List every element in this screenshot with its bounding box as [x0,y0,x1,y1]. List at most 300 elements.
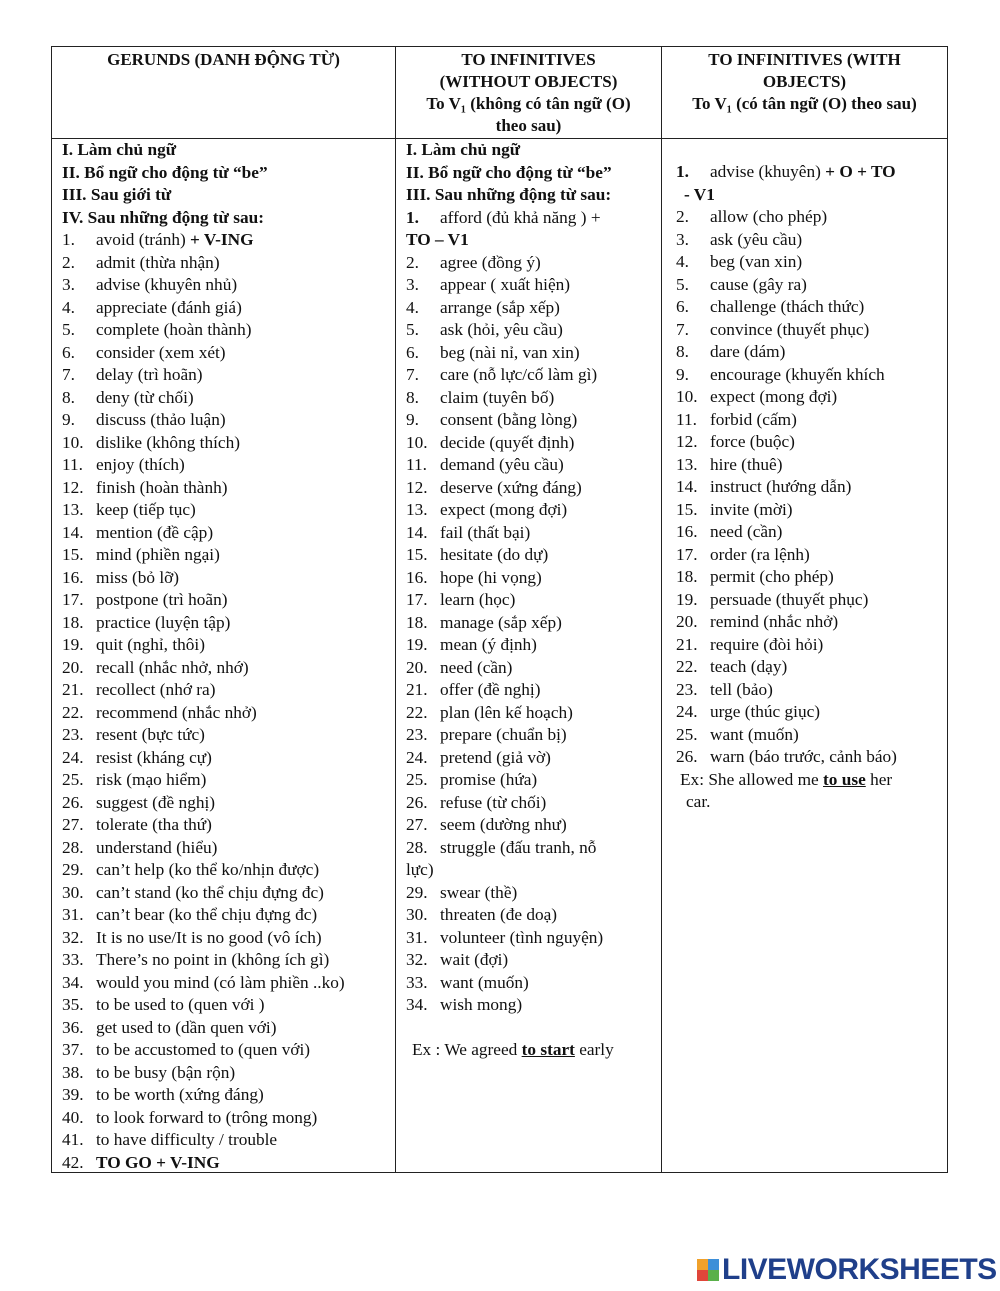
list-item [676,364,947,387]
liveworksheets-logo [697,1255,997,1285]
item-text: appreciate (đánh giá) [96,297,242,317]
item-text: ask (hỏi, yêu cầu) [440,320,563,339]
item-text: teach (dạy) [710,657,788,676]
item-text: can’t bear (ko thể chịu đựng đc) [96,905,318,924]
list-item [62,882,395,905]
item-number: 9. [676,364,689,384]
item-number: 8. [406,387,419,407]
item-number: 26. [62,792,84,812]
item-text: care (nỗ lực/cố làm gì) [440,365,598,384]
item-number: 35. [62,995,84,1014]
list-item [62,702,395,725]
gerunds-column [52,47,396,1172]
list-item [406,747,661,770]
gerunds-body [52,139,395,1174]
item-text: permit (cho phép) [710,567,834,586]
item-number: 12. [406,477,428,497]
item-text: to have difficulty / trouble [96,1130,278,1149]
list-item [676,611,947,634]
item-text: challenge (thách thức) [710,297,865,316]
item-number: 16. [406,567,428,587]
example-text: her [865,769,893,789]
item-number: 19. [676,589,698,609]
item-number: 33. [406,972,428,992]
list-item [406,882,661,905]
to-inf-no-object-body [396,139,661,1061]
list-item [62,747,395,770]
example-keyword: to use [823,769,866,789]
item-number: 4. [406,297,419,317]
item-text: finish (hoàn thành) [96,477,228,497]
example-sentence [676,769,947,792]
list-item [406,814,661,837]
list-item [406,544,661,567]
item-text: can’t stand (ko thể chịu đựng đc) [96,882,324,902]
item-text: persuade (thuyết phục) [710,589,869,609]
list-item [62,994,395,1017]
list-item [406,567,661,590]
item-continuation: lực) [406,860,434,879]
list-item [62,297,395,320]
item-text: understand (hiểu) [96,837,218,857]
list-item [676,701,947,724]
list-item [676,229,947,252]
item-number: 13. [406,500,428,519]
item-text: mean (ý định) [440,635,537,654]
list-item [62,499,395,522]
item-number: 34. [406,995,428,1014]
list-item [406,387,661,410]
example-text: early [574,1039,614,1059]
item-number: 8. [62,387,75,407]
item-text: tolerate (tha thứ) [96,815,212,834]
item-text: recall (nhắc nhở, nhớ) [96,657,249,677]
list-item [676,724,947,747]
list-item [62,724,395,747]
list-item [62,477,395,500]
item-number: 20. [62,657,84,677]
list-item [676,161,947,184]
to-inf-with-object-column [662,47,947,1172]
item-number: 9. [62,410,75,429]
item-number: 27. [406,815,428,834]
item-number: 15. [676,499,698,519]
item-text: mention (đề cập) [96,522,214,542]
list-item [676,521,947,544]
item-number: 4. [676,252,689,271]
list-item [406,342,661,365]
item-text: seem (dường như) [440,815,567,834]
item-text: arrange (sắp xếp) [440,297,560,317]
item-continuation: TO – V1 [406,230,469,249]
item-number: 23. [676,679,698,699]
list-item [62,432,395,455]
item-number: 30. [62,882,84,902]
item-text: recommend (nhắc nhở) [96,702,257,722]
rule: III. Sau những động từ sau: [406,185,612,204]
gerunds-rule: III. Sau giới từ [62,185,172,204]
item-text: want (muốn) [440,972,529,992]
list-item [676,634,947,657]
list-item [62,454,395,477]
item-number: 20. [676,612,698,631]
item-number: 17. [676,544,698,564]
list-item [62,1107,395,1130]
item-text: suggest (đề nghị) [96,792,216,812]
item-pattern: + V-ING [185,230,254,249]
item-text: force (buộc) [710,432,795,451]
item-number: 21. [62,680,84,699]
item-text: practice (luyện tập) [96,612,231,632]
item-number: 11. [62,455,83,474]
item-text: enjoy (thích) [96,455,185,474]
item-text: recollect (nhớ ra) [96,680,216,699]
list-item [406,634,661,657]
list-item [62,589,395,612]
item-pattern: + O + TO [820,162,896,181]
item-text: decide (quyết định) [440,432,575,452]
list-item [406,432,661,455]
item-text: refuse (từ chối) [440,792,547,812]
item-number: 1. [62,230,75,249]
item-text: urge (thúc giục) [710,702,821,721]
item-number: 15. [62,545,84,564]
item-text: hesitate (do dự) [440,545,549,564]
header-line: theo sau) [495,116,562,135]
item-number: 3. [62,275,75,294]
item-text: to be busy (bận rộn) [96,1062,236,1082]
rule: II. Bổ ngữ cho động từ “be” [406,162,612,182]
item-number: 5. [406,320,419,339]
item-text: wish mong) [440,995,523,1014]
item-text: convince (thuyết phục) [710,319,870,339]
list-item [406,949,661,972]
item-text: mind (phiền ngại) [96,545,220,564]
item-text: resist (kháng cự) [96,747,212,767]
item-number: 22. [62,702,84,722]
item-number: 6. [62,342,75,362]
item-text: pretend (giả vờ) [440,747,551,767]
header-line: TO INFINITIVES (WITH [708,50,901,69]
item-number: 29. [406,882,428,902]
item-text: dislike (không thích) [96,432,240,452]
item-text: resent (bực tức) [96,725,205,744]
item-number: 19. [406,635,428,654]
list-item [676,409,947,432]
item-number: 32. [62,927,84,947]
list-item [406,927,661,950]
list-item [406,792,661,815]
grammar-table [51,46,948,1173]
item-text: hire (thuê) [710,454,783,474]
item-number: 7. [406,365,419,384]
item-number: 25. [406,770,428,789]
item-text: invite (mời) [710,499,793,519]
item-number: 19. [62,635,84,654]
item-text: afford (đủ khả năng ) + [440,207,601,227]
example-keyword: to start [521,1039,575,1059]
list-item [406,994,661,1017]
list-item [676,589,947,612]
item-number: 16. [62,567,84,587]
item-number: 14. [406,522,428,542]
item-number: 24. [406,747,428,767]
item-text: delay (trì hoãn) [96,365,203,384]
item-number: 37. [62,1040,84,1059]
item-number: 6. [676,297,689,316]
item-number: 9. [406,410,419,429]
item-number: 3. [406,275,419,294]
list-item [62,927,395,950]
list-item [62,364,395,387]
item-text: deserve (xứng đáng) [440,477,582,497]
item-text: dare (dám) [710,342,786,361]
item-text: beg (van xin) [710,252,803,271]
item-number: 12. [62,477,84,497]
list-item [62,229,395,252]
header-line: (WITHOUT OBJECTS) [439,72,618,91]
item-number: 18. [62,612,84,632]
item-number: 27. [62,815,84,834]
item-number: 10. [62,432,84,452]
item-number: 21. [676,634,698,654]
list-item [62,1017,395,1040]
list-item [62,319,395,342]
list-item [62,814,395,837]
item-number: 26. [406,792,428,812]
item-number: 22. [406,702,428,722]
item-number: 31. [406,927,428,947]
header-line: TO INFINITIVES [461,50,596,69]
list-item [676,274,947,297]
list-item [676,499,947,522]
item-text: to be worth (xứng đáng) [96,1085,264,1104]
item-number: 40. [62,1107,84,1127]
item-number: 24. [676,702,698,721]
list-item [62,1039,395,1062]
item-number: 16. [676,522,698,541]
list-item [676,746,947,769]
list-item [676,296,947,319]
to-inf-with-object-body [662,139,947,814]
header-line: OBJECTS) [762,72,847,91]
item-text: get used to (dần quen với) [96,1017,277,1037]
item-number: 20. [406,657,428,677]
item-text: advise (khuyên nhủ) [96,275,238,294]
list-item [62,612,395,635]
item-number: 33. [62,950,84,969]
item-number: 10. [406,432,428,452]
item-text: promise (hứa) [440,770,538,789]
list-item [406,252,661,275]
list-item [62,657,395,680]
item-text: consider (xem xét) [96,342,226,362]
list-item [676,206,947,229]
list-item [676,656,947,679]
item-text: volunteer (tình nguyện) [440,927,604,947]
item-text: appear ( xuất hiện) [440,275,571,294]
item-text: offer (đề nghị) [440,680,541,699]
item-number: 12. [676,432,698,451]
item-number: 6. [406,342,419,362]
item-text: require (đòi hỏi) [710,634,824,654]
item-number: 25. [676,724,698,744]
list-item [406,499,661,522]
example-text: Ex: She allowed me [680,769,824,789]
item-number: 1. [676,162,689,181]
brand-name: LIVEWORKSHEETS [722,1253,997,1286]
list-item [406,319,661,342]
example-sentence-continuation: car. [686,792,711,811]
item-text: need (cần) [710,522,783,541]
list-item [406,409,661,432]
rule: I. Làm chủ ngữ [406,140,521,159]
item-text: tell (bảo) [710,679,773,699]
list-item [62,1062,395,1085]
item-text: instruct (hướng dẫn) [710,477,852,496]
item-text: remind (nhắc nhở) [710,612,839,631]
item-number: 13. [62,500,84,519]
list-item [676,386,947,409]
list-item [62,1129,395,1152]
list-item [676,431,947,454]
item-text: can’t help (ko thể ko/nhịn được) [96,860,320,879]
item-number: 13. [676,454,698,474]
item-text: consent (bằng lòng) [440,410,578,429]
item-number: 30. [406,905,428,924]
list-item [406,972,661,995]
gerunds-rule: I. Làm chủ ngữ [62,140,177,159]
item-text: miss (bỏ lỡ) [96,567,180,587]
list-item [62,679,395,702]
list-item [406,904,661,927]
item-text: manage (sắp xếp) [440,612,562,632]
item-text: warn (báo trước, cảnh báo) [710,747,897,766]
item-text: cause (gây ra) [710,274,807,294]
item-text: deny (từ chối) [96,387,194,407]
item-text: need (cần) [440,657,513,677]
to-inf-no-object-header [396,47,661,139]
list-item [406,702,661,725]
item-number: 2. [676,207,689,226]
gerunds-header [52,47,395,139]
item-text: discuss (thảo luận) [96,410,226,429]
item-number: 39. [62,1085,84,1104]
item-number: 28. [62,837,84,857]
item-text: keep (tiếp tục) [96,500,196,519]
gerunds-header-title: GERUNDS (DANH ĐỘNG TỪ) [107,50,340,69]
list-item [62,409,395,432]
list-item [62,544,395,567]
item-text: swear (thề) [440,882,518,902]
list-item [406,589,661,612]
item-text: prepare (chuẩn bị) [440,725,567,744]
item-text: expect (mong đợi) [440,500,568,519]
list-item [676,341,947,364]
item-number: 5. [62,320,75,339]
item-number: 25. [62,770,84,789]
item-text: hope (hi vọng) [440,567,542,587]
item-text: demand (yêu cầu) [440,455,564,474]
item-number: 23. [62,725,84,744]
item-number: 26. [676,747,698,766]
list-item [406,522,661,545]
item-text: threaten (đe doạ) [440,905,558,924]
list-item [62,904,395,927]
item-number: 42. [62,1152,84,1172]
list-item [62,387,395,410]
item-number: 31. [62,905,84,924]
to-inf-with-object-header [662,47,947,139]
item-text: to be accustomed to (quen với) [96,1040,311,1059]
list-item [676,544,947,567]
example-text: Ex : We agreed [412,1039,522,1059]
item-text: It is no use/It is no good (vô ích) [96,927,322,947]
item-number: 2. [62,252,75,272]
item-number: 15. [406,545,428,564]
item-word: advise (khuyên) [710,162,821,181]
to-inf-no-object-column [396,47,662,1172]
gerunds-rule: IV. Sau những động từ sau: [62,207,264,227]
list-item [406,364,661,387]
list-item [62,792,395,815]
item-text: plan (lên kế hoạch) [440,702,573,722]
item-number: 22. [676,657,698,676]
list-item [676,251,947,274]
item-text: beg (nài nỉ, van xin) [440,342,580,362]
item-number: 38. [62,1062,84,1082]
item-number: 21. [406,680,428,699]
item-number: 14. [676,477,698,496]
item-number: 36. [62,1017,84,1037]
item-text: complete (hoàn thành) [96,320,252,339]
item-continuation: - V1 [684,184,715,204]
item-number: 11. [406,455,427,474]
list-item [676,476,947,499]
item-text: learn (học) [440,590,516,609]
item-text: ask (yêu cầu) [710,229,803,249]
list-item [62,859,395,882]
list-item [62,567,395,590]
list-item [62,1152,395,1175]
item-text: TO GO + V-ING [96,1152,220,1172]
item-number: 41. [62,1130,84,1149]
list-item [676,566,947,589]
item-number: 23. [406,725,428,744]
item-text: encourage (khuyến khích [710,364,885,384]
example-sentence [406,1039,661,1062]
list-item [406,837,661,860]
item-text: avoid (tránh) [96,230,186,249]
list-item [62,769,395,792]
list-item [62,634,395,657]
item-number: 29. [62,860,84,879]
item-text: wait (đợi) [440,950,509,969]
item-number: 7. [676,319,689,339]
item-text: risk (mạo hiểm) [96,770,207,789]
item-text: agree (đồng ý) [440,252,541,272]
item-text: would you mind (có làm phiền ..ko) [96,972,345,992]
list-item [676,454,947,477]
list-item [62,342,395,365]
item-number: 11. [676,409,697,429]
item-number: 32. [406,950,428,969]
item-text: allow (cho phép) [710,207,828,226]
list-item [406,274,661,297]
list-item [676,679,947,702]
gerunds-rule: II. Bổ ngữ cho động từ “be” [62,162,268,182]
list-item [406,207,661,230]
